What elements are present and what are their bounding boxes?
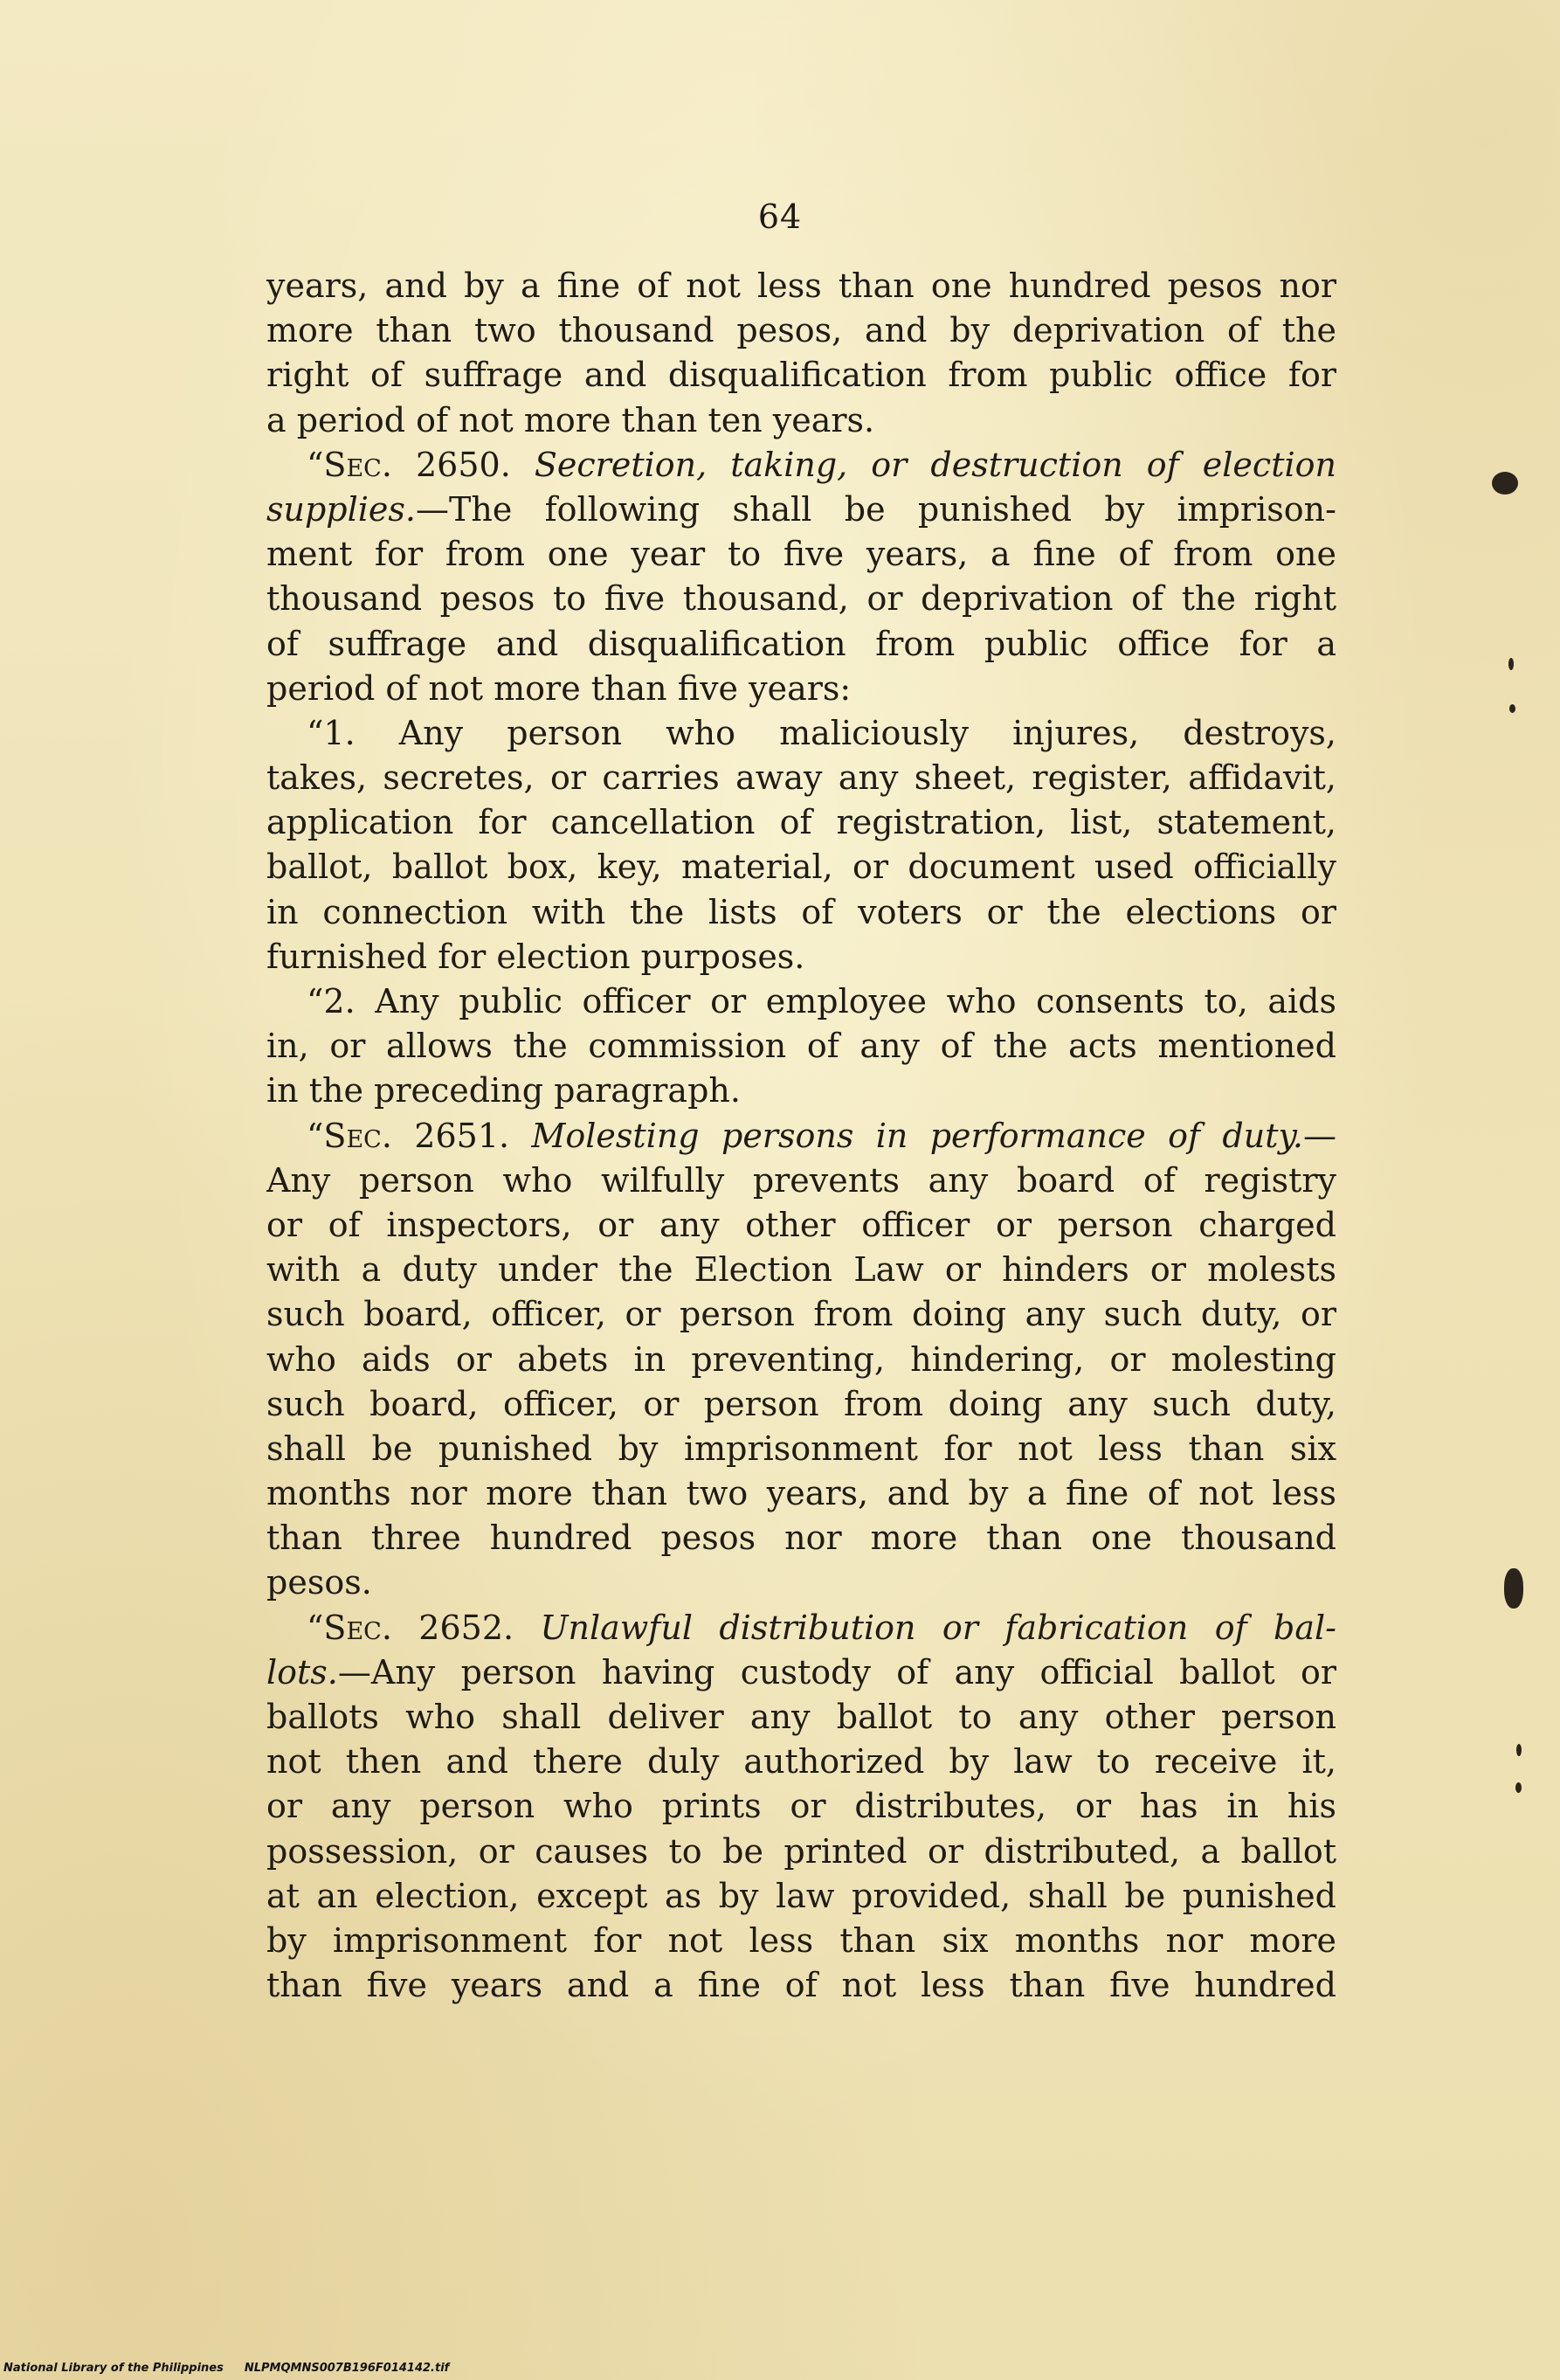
text-run: than five years and a fine of not less than five hundred <box>266 1966 1336 2005</box>
text-run: . 2652. <box>381 1608 541 1647</box>
text-line <box>266 1830 1336 1874</box>
text-line <box>266 711 1336 756</box>
italic-heading: Secretion, taking, or destruction of election <box>534 445 1336 484</box>
text-run: . 2651. <box>381 1116 532 1155</box>
text-line <box>266 1784 1336 1829</box>
text-run: period of not more than five years: <box>266 668 852 708</box>
ink-blot <box>1508 658 1514 670</box>
text-run: — <box>1303 1116 1336 1155</box>
text-run: “S <box>307 1116 347 1155</box>
text-run: who aids or abets in preventing, hindering, or molesting <box>266 1339 1336 1379</box>
library-credit: National Library of the Philippines <box>3 2362 224 2375</box>
text-run: at an election, except as by law provided, shall be punished <box>266 1876 1336 1915</box>
text-run: pesos. <box>266 1563 372 1602</box>
text-line <box>266 1695 1336 1740</box>
text-run: “S <box>307 445 347 484</box>
text-line <box>266 488 1336 532</box>
text-line <box>266 1114 1336 1159</box>
text-line <box>266 1963 1336 2008</box>
text-line <box>266 1024 1336 1069</box>
text-run: or of inspectors, or any other officer or person charged <box>266 1205 1336 1244</box>
text-run: . 2650. <box>381 445 535 484</box>
section-abbrev: ec <box>346 445 382 484</box>
text-run: than three hundred pesos nor more than one thousand <box>266 1519 1336 1558</box>
text-line <box>266 1919 1336 1963</box>
text-run: by imprisonment for not less than six months nor more <box>266 1920 1336 1960</box>
text-line <box>266 264 1336 308</box>
ink-blot <box>1492 472 1518 495</box>
text-line <box>266 443 1336 488</box>
text-line <box>266 353 1336 398</box>
text-run: in the preceding paragraph. <box>266 1071 741 1110</box>
text-line <box>266 622 1336 667</box>
text-run: “2. Any public officer or employee who consents to, aids <box>307 982 1336 1020</box>
text-run: —Any person having custody of any official ballot or <box>337 1652 1336 1692</box>
text-run: with a duty under the Election Law or hinders or molests <box>266 1250 1336 1290</box>
text-run: of suffrage and disqualification from public office for a <box>266 624 1336 663</box>
text-line <box>266 398 1336 443</box>
text-line <box>266 1338 1336 1382</box>
text-line <box>266 1159 1336 1203</box>
ink-blot <box>1504 1568 1523 1609</box>
text-run: shall be punished by imprisonment for not less than six <box>266 1429 1336 1468</box>
text-run: such board, officer, or person from doing any such duty, <box>266 1384 1336 1423</box>
text-run: ment for from one year to five years, a fine of from one <box>266 535 1336 574</box>
text-line <box>266 1650 1336 1695</box>
text-run: or any person who prints or distributes, or has in his <box>266 1787 1336 1826</box>
ink-blot <box>1516 1744 1522 1756</box>
text-line <box>266 890 1336 935</box>
text-run: “S <box>307 1608 347 1647</box>
text-line <box>266 1560 1336 1605</box>
page-number: 64 <box>757 197 803 236</box>
text-line <box>266 979 1336 1024</box>
text-run: a period of not more than ten years. <box>266 400 875 439</box>
text-line <box>266 1606 1336 1650</box>
ink-blot <box>1515 1782 1522 1793</box>
text-line <box>266 1427 1336 1471</box>
text-run: such board, officer, or person from doing any such duty, or <box>266 1295 1336 1334</box>
text-run: possession, or causes to be printed or distributed, a ballot <box>266 1831 1336 1871</box>
italic-heading: lots. <box>266 1652 338 1692</box>
italic-heading: Molesting persons in performance of duty. <box>531 1116 1303 1155</box>
text-line <box>266 935 1336 979</box>
text-line <box>266 1874 1336 1919</box>
text-run: —The following shall be punished by imprison- <box>416 489 1336 529</box>
text-run: months nor more than two years, and by a fine of not less <box>266 1474 1336 1513</box>
text-line <box>266 1471 1336 1516</box>
text-run: ballot, ballot box, key, material, or document used officially <box>266 848 1336 887</box>
text-line <box>266 845 1336 889</box>
text-run: ballots who shall deliver any ballot to any other person <box>266 1698 1336 1736</box>
text-run: application for cancellation of registration, list, statement, <box>266 803 1336 842</box>
text-line <box>266 1292 1336 1337</box>
text-line <box>266 1516 1336 1560</box>
text-line <box>266 1203 1336 1248</box>
text-run: thousand pesos to five thousand, or deprivation of the right <box>266 579 1336 619</box>
ink-blot <box>1509 704 1515 713</box>
italic-heading: supplies. <box>266 489 416 529</box>
text-run: furnished for election purposes. <box>266 937 805 976</box>
text-line <box>266 532 1336 577</box>
text-run: takes, secretes, or carries away any sheet, register, affidavit, <box>266 758 1336 798</box>
text-run: years, and by a fine of not less than one hundred pesos nor <box>266 266 1336 305</box>
text-line <box>266 1382 1336 1427</box>
text-run: in connection with the lists of voters or the elections or <box>266 892 1336 931</box>
text-line <box>266 1248 1336 1292</box>
section-abbrev: ec <box>346 1116 382 1155</box>
scan-footer <box>3 2362 449 2375</box>
text-line <box>266 800 1336 845</box>
text-line <box>266 756 1336 800</box>
section-abbrev: ec <box>346 1608 382 1647</box>
text-run: more than two thousand pesos, and by deprivation of the <box>266 311 1336 350</box>
text-run: in, or allows the commission of any of the acts mentioned <box>266 1027 1336 1066</box>
text-run: not then and there duly authorized by law to receive it, <box>266 1742 1336 1782</box>
file-identifier: NLPMQMNS007B196F014142.tif <box>244 2362 450 2375</box>
text-line <box>266 577 1336 621</box>
text-line <box>266 1740 1336 1784</box>
body-text <box>266 264 1336 2008</box>
italic-heading: Unlawful distribution or fabrication of bal- <box>540 1608 1336 1647</box>
text-line <box>266 1069 1336 1113</box>
text-line <box>266 308 1336 353</box>
text-run: “1. Any person who maliciously injures, destroys, <box>307 713 1336 752</box>
text-run: Any person who wilfully prevents any board of registry <box>266 1160 1336 1200</box>
text-line <box>266 667 1336 711</box>
text-run: right of suffrage and disqualification from public office for <box>266 356 1336 395</box>
